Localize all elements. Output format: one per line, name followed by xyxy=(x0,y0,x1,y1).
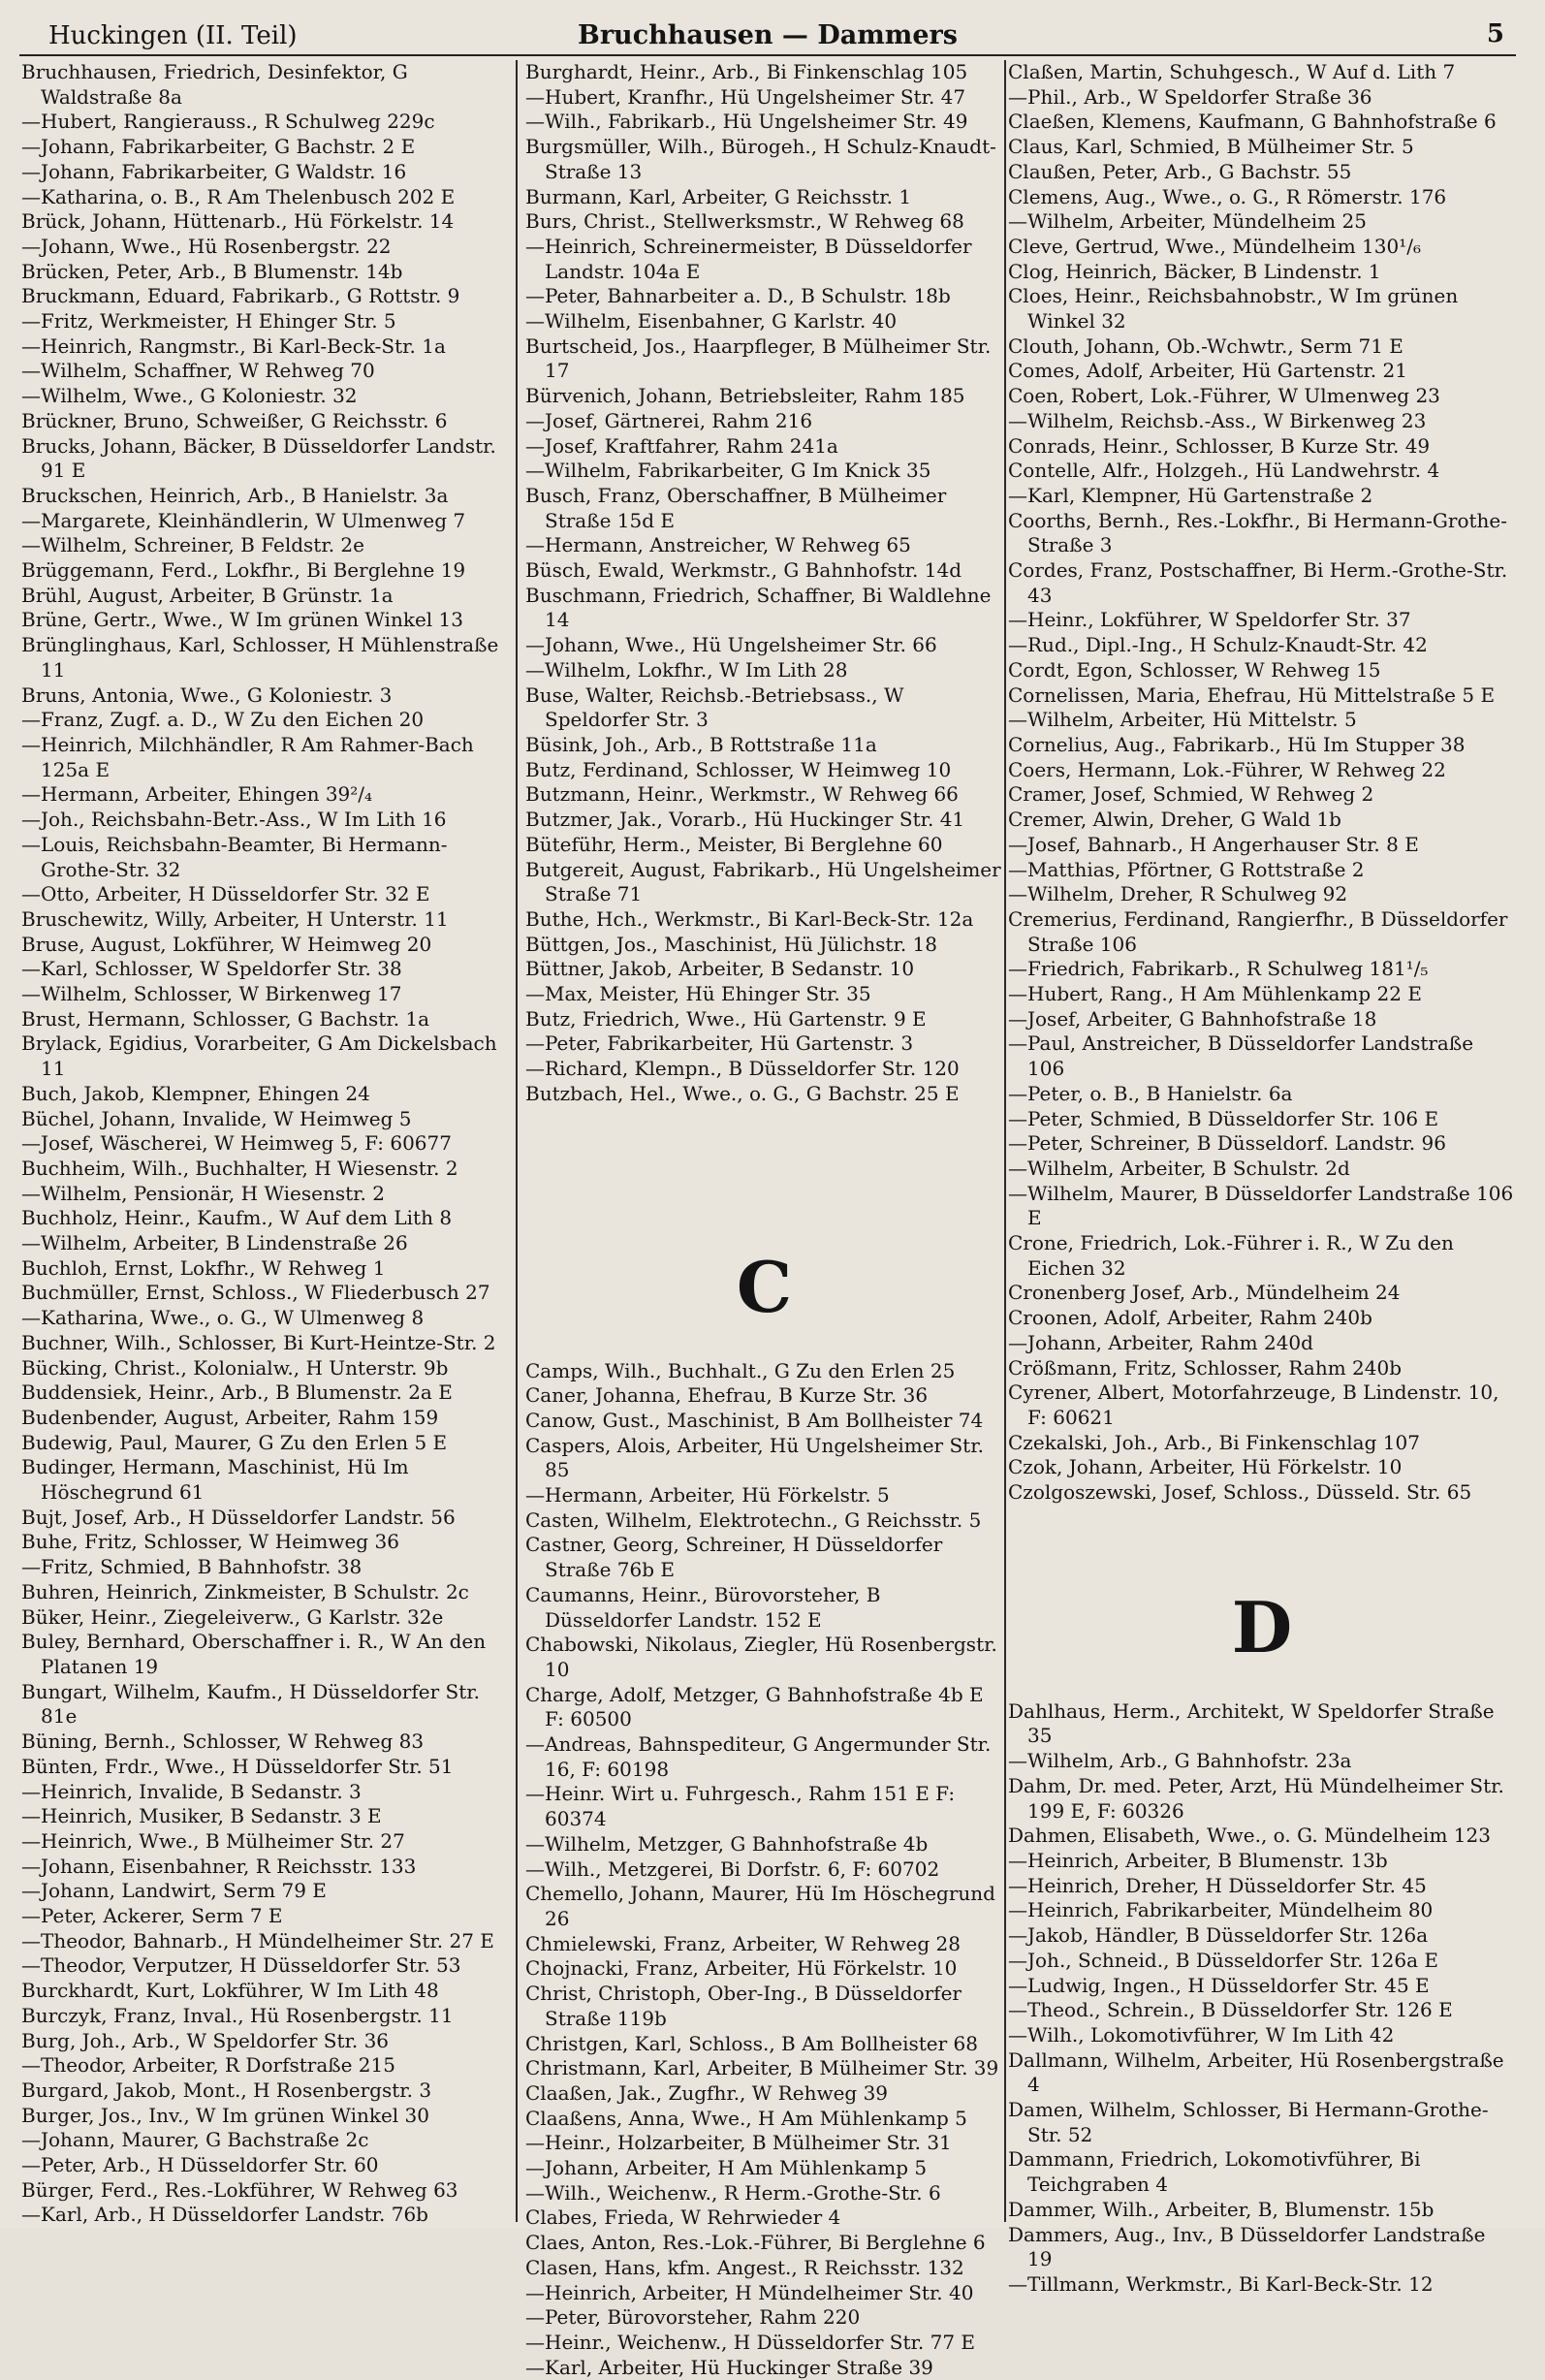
directory-entry: —Josef, Kraftfahrer, Rahm 241a xyxy=(525,433,838,458)
directory-entry: —Theodor, Arbeiter, R Dorfstraße 215 xyxy=(21,2053,395,2078)
directory-entry: Cornelissen, Maria, Ehefrau, Hü Mittelstraße 5 E xyxy=(1008,682,1496,707)
directory-entry: Brust, Hermann, Schlosser, G Bachstr. 1a xyxy=(21,1006,430,1031)
directory-entry: Claußen, Peter, Arb., G Bachstr. 55 xyxy=(1008,159,1352,183)
directory-entry: Cyrener, Albert, Motorfahrzeuge, B Lindenstr. 10, F: 60621 xyxy=(1008,1380,1499,1429)
directory-entry: Bürvenich, Johann, Betriebsleiter, Rahm 185 xyxy=(525,384,965,408)
directory-entry: —Peter, Schreiner, B Düsseldorf. Landstr. 96 xyxy=(1008,1131,1446,1156)
directory-entry: —Johann, Eisenbahner, R Reichsstr. 133 xyxy=(21,1854,417,1878)
directory-entry: Büker, Heinr., Ziegeleiverw., G Karlstr. 32e xyxy=(21,1604,444,1629)
directory-entry: Bruckschen, Heinrich, Arb., B Hanielstr. 3a xyxy=(21,483,449,507)
directory-entry: Burgsmüller, Wilh., Bürogeh., H Schulz-Knaudt-Straße 13 xyxy=(525,135,996,183)
directory-entry: Büsink, Joh., Arb., B Rottstraße 11a xyxy=(525,732,877,756)
directory-entry: —Wilhelm, Schaffner, W Rehweg 70 xyxy=(21,359,375,383)
directory-entry: Brühl, August, Arbeiter, B Grünstr. 1a xyxy=(21,583,394,607)
directory-entry: Cornelius, Aug., Fabrikarb., Hü Im Stupper 38 xyxy=(1008,732,1466,756)
directory-entry: Dahmen, Elisabeth, Wwe., o. G. Mündelheim 123 xyxy=(1008,1824,1491,1848)
directory-entry: —Peter, Schmied, B Düsseldorfer Str. 106 E xyxy=(1008,1106,1439,1130)
directory-entry: Clasen, Hans, kfm. Angest., R Reichsstr. 132 xyxy=(525,2255,964,2279)
directory-entry: Chojnacki, Franz, Arbeiter, Hü Förkelstr. 10 xyxy=(525,1956,958,1981)
directory-entry: —Josef, Arbeiter, G Bahnhofstraße 18 xyxy=(1008,1006,1377,1031)
directory-entry: —Wilhelm, Fabrikarbeiter, G Im Knick 35 xyxy=(525,459,931,483)
directory-entry: Budenbender, August, Arbeiter, Rahm 159 xyxy=(21,1405,439,1429)
directory-entry: —Wilhelm, Eisenbahner, G Karlstr. 40 xyxy=(525,309,898,333)
directory-entry: Burghardt, Heinr., Arb., Bi Finkenschlag 105 xyxy=(525,60,968,83)
directory-entry: Buley, Bernhard, Oberschaffner i. R., W An den Platanen 19 xyxy=(21,1630,487,1678)
directory-entry: —Johann, Maurer, G Bachstraße 2c xyxy=(21,2128,369,2152)
directory-entry: Chabowski, Nikolaus, Ziegler, Hü Rosenbergstr. 10 xyxy=(525,1633,997,1681)
directory-entry: —Peter, Bahnarbeiter a. D., B Schulstr. 18b xyxy=(525,284,951,308)
directory-entry: Czok, Johann, Arbeiter, Hü Förkelstr. 10 xyxy=(1008,1455,1403,1479)
column-2-c-entries xyxy=(525,1359,1003,2380)
directory-entry: —Theod., Schrein., B Düsseldorfer Str. 126 E xyxy=(1008,1998,1453,2022)
directory-entry: —Peter, Fabrikarbeiter, Hü Gartenstr. 3 xyxy=(525,1031,914,1056)
directory-entry: Cramer, Josef, Schmied, W Rehweg 2 xyxy=(1008,782,1374,807)
directory-entry: —Wilhelm, Wwe., G Koloniestr. 32 xyxy=(21,384,358,408)
directory-entry: Clouth, Johann, Ob.-Wchwtr., Serm 71 E xyxy=(1008,333,1403,358)
column-2-b-entries xyxy=(525,60,1003,1107)
directory-entry: —Andreas, Bahnspediteur, G Angermunder Str. 16, F: 60198 xyxy=(525,1732,992,1781)
directory-entry: Busch, Franz, Oberschaffner, B Mülheimer Straße 15d E xyxy=(525,483,947,532)
directory-entry: Butzbach, Hel., Wwe., o. G., G Bachstr. 25 E xyxy=(525,1081,960,1105)
directory-entry: —Karl, Schlosser, W Speldorfer Str. 38 xyxy=(21,957,402,981)
directory-entry: Bruckmann, Eduard, Fabrikarb., G Rottstr. 9 xyxy=(21,284,460,308)
directory-entry: Buhren, Heinrich, Zinkmeister, B Schulstr. 2c xyxy=(21,1579,469,1603)
directory-entry: —Hermann, Anstreicher, W Rehweg 65 xyxy=(525,533,911,557)
directory-entry: Comes, Adolf, Arbeiter, Hü Gartenstr. 21 xyxy=(1008,359,1407,383)
directory-entry: Butgereit, August, Fabrikarb., Hü Ungelsheimer Straße 71 xyxy=(525,857,1001,906)
directory-entry: —Josef, Gärtnerei, Rahm 216 xyxy=(525,408,813,432)
directory-entry: —Wilhelm, Lokfhr., W Im Lith 28 xyxy=(525,657,848,682)
directory-entry: Büchel, Johann, Invalide, W Heimweg 5 xyxy=(21,1106,412,1130)
section-letter-d: D xyxy=(1231,1585,1293,1668)
directory-entry: Burmann, Karl, Arbeiter, G Reichsstr. 1 xyxy=(525,184,912,208)
directory-entry: —Franz, Zugf. a. D., W Zu den Eichen 20 xyxy=(21,708,425,732)
directory-entry: Cleve, Gertrud, Wwe., Mündelheim 130¹/₆ xyxy=(1008,234,1421,258)
directory-entry: —Wilhelm, Schlosser, W Birkenweg 17 xyxy=(21,982,402,1006)
directory-entry: Bürger, Ferd., Res.-Lokführer, W Rehweg 63 xyxy=(21,2177,458,2202)
directory-entry: Clabes, Frieda, W Rehrwieder 4 xyxy=(525,2205,841,2230)
directory-entry: —Rud., Dipl.-Ing., H Schulz-Knaudt-Str. 42 xyxy=(1008,633,1428,657)
directory-entry: —Heinrich, Musiker, B Sedanstr. 3 E xyxy=(21,1804,382,1828)
directory-entry: Crößmann, Fritz, Schlosser, Rahm 240b xyxy=(1008,1355,1403,1380)
page-number: 5 xyxy=(1486,19,1504,48)
directory-entry: —Wilh., Weichenw., R Herm.-Grothe-Str. 6 xyxy=(525,2180,941,2205)
directory-entry: Brylack, Egidius, Vorarbeiter, G Am Dickelsbach 11 xyxy=(21,1031,497,1081)
directory-entry: Cloes, Heinr., Reichsbahnobstr., W Im grünen Winkel 32 xyxy=(1008,284,1459,333)
directory-entry: —Karl, Arb., H Düsseldorfer Landstr. 76b xyxy=(21,2203,428,2227)
directory-entry: Cremerius, Ferdinand, Rangierfhr., B Düsseldorfer Straße 106 xyxy=(1008,906,1508,956)
directory-entry: Burckhardt, Kurt, Lokführer, W Im Lith 48 xyxy=(21,1979,439,2003)
header-range: Bruchhausen — Dammers xyxy=(578,20,958,50)
directory-entry: —Hubert, Rangierauss., R Schulweg 229c xyxy=(21,110,435,134)
directory-entry: Burg, Joh., Arb., W Speldorfer Str. 36 xyxy=(21,2028,390,2052)
directory-entry: —Josef, Bahnarb., H Angerhauser Str. 8 E xyxy=(1008,832,1419,856)
directory-entry: Bungart, Wilhelm, Kaufm., H Düsseldorfer Str. 81e xyxy=(21,1679,480,1729)
directory-entry: Coers, Hermann, Lok.-Führer, W Rehweg 22 xyxy=(1008,757,1446,781)
directory-entry: —Wilh., Fabrikarb., Hü Ungelsheimer Str. 49 xyxy=(525,110,968,134)
directory-entry: Buch, Jakob, Klempner, Ehingen 24 xyxy=(21,1081,370,1105)
directory-entry: Casten, Wilhelm, Elektrotechn., G Reichsstr. 5 xyxy=(525,1507,982,1532)
directory-entry: Chmielewski, Franz, Arbeiter, W Rehweg 28 xyxy=(525,1931,961,1955)
directory-entry: —Wilhelm, Arb., G Bahnhofstr. 23a xyxy=(1008,1749,1352,1773)
directory-entry: Claaßens, Anna, Wwe., H Am Mühlenkamp 5 xyxy=(525,2106,967,2130)
directory-entry: —Heinr., Lokführer, W Speldorfer Str. 37 xyxy=(1008,608,1411,632)
directory-entry: —Josef, Wäscherei, W Heimweg 5, F: 60677 xyxy=(21,1131,452,1156)
directory-entry: —Johann, Arbeiter, Rahm 240d xyxy=(1008,1330,1313,1354)
directory-entry: —Katharina, Wwe., o. G., W Ulmenweg 8 xyxy=(21,1306,425,1330)
directory-entry: Claus, Karl, Schmied, B Mülheimer Str. 5 xyxy=(1008,135,1414,159)
directory-entry: Coen, Robert, Lok.-Führer, W Ulmenweg 23 xyxy=(1008,384,1440,408)
directory-entry: Bruns, Antonia, Wwe., G Koloniestr. 3 xyxy=(21,682,393,707)
directory-entry: Buse, Walter, Reichsb.-Betriebsass., W Speldorfer Str. 3 xyxy=(525,682,904,732)
directory-entry: Buchholz, Heinr., Kaufm., W Auf dem Lith 8 xyxy=(21,1206,453,1230)
directory-entry: —Hermann, Arbeiter, Hü Förkelstr. 5 xyxy=(525,1483,890,1507)
directory-entry: —Wilhelm, Maurer, B Düsseldorfer Landstraße 106 E xyxy=(1008,1181,1514,1230)
directory-entry: —Johann, Wwe., Hü Rosenbergstr. 22 xyxy=(21,234,392,258)
column-2 xyxy=(525,60,1003,2379)
directory-entry: Claaßen, Jak., Zugfhr., W Rehweg 39 xyxy=(525,2080,889,2105)
directory-entry: —Theodor, Bahnarb., H Mündelheimer Str. 27 E xyxy=(21,1928,494,1952)
directory-entry: Buddensiek, Heinr., Arb., B Blumenstr. 2a E xyxy=(21,1380,453,1405)
directory-entry: Butz, Ferdinand, Schlosser, W Heimweg 10 xyxy=(525,757,952,781)
directory-entry: Dammers, Aug., Inv., B Düsseldorfer Landstraße 19 xyxy=(1008,2222,1486,2271)
directory-entry: —Wilhelm, Arbeiter, B Lindenstraße 26 xyxy=(21,1231,408,1255)
column-1 xyxy=(21,60,511,2227)
directory-entry: —Heinrich, Invalide, B Sedanstr. 3 xyxy=(21,1779,362,1803)
directory-entry: —Otto, Arbeiter, H Düsseldorfer Str. 32 E xyxy=(21,882,430,906)
directory-entry: Burczyk, Franz, Inval., Hü Rosenbergstr. 11 xyxy=(21,2003,454,2027)
header-district: Huckingen (II. Teil) xyxy=(48,21,298,50)
column-divider xyxy=(1004,60,1006,2222)
directory-entry: Burtscheid, Jos., Haarpfleger, B Mülheimer Str. 17 xyxy=(525,333,992,383)
directory-entry: —Louis, Reichsbahn-Beamter, Bi Hermann-Grothe-Str. 32 xyxy=(21,832,448,881)
directory-entry: Dammer, Wilh., Arbeiter, B, Blumenstr. 15b xyxy=(1008,2197,1435,2221)
directory-entry: Brüggemann, Ferd., Lokfhr., Bi Berglehne 19 xyxy=(21,558,466,583)
directory-entry: Dahlhaus, Herm., Architekt, W Speldorfer Straße 35 xyxy=(1008,1698,1495,1748)
directory-entry: —Ludwig, Ingen., H Düsseldorfer Str. 45 E xyxy=(1008,1973,1430,1997)
directory-entry: —Heinrich, Fabrikarbeiter, Mündelheim 80 xyxy=(1008,1898,1434,1922)
column-divider xyxy=(516,60,518,2222)
directory-entry: Conrads, Heinr., Schlosser, B Kurze Str. 49 xyxy=(1008,433,1431,458)
directory-entry: —Heinrich, Rangmstr., Bi Karl-Beck-Str. 1a xyxy=(21,333,446,358)
directory-entry: Buchner, Wilh., Schlosser, Bi Kurt-Heintze-Str. 2 xyxy=(21,1330,496,1354)
directory-entry: Buschmann, Friedrich, Schaffner, Bi Waldlehne 14 xyxy=(525,583,992,632)
directory-entry: —Paul, Anstreicher, B Düsseldorfer Landstraße 106 xyxy=(1008,1031,1474,1081)
directory-entry: Caner, Johanna, Ehefrau, B Kurze Str. 36 xyxy=(525,1383,929,1408)
directory-entry: Bücking, Christ., Kolonialw., H Unterstr. 9b xyxy=(21,1355,449,1380)
directory-entry: Dammann, Friedrich, Lokomotivführer, Bi Teichgraben 4 xyxy=(1008,2147,1421,2197)
directory-entry: Christgen, Karl, Schloss., B Am Bollheister 68 xyxy=(525,2031,979,2055)
directory-entry: Brünglinghaus, Karl, Schlosser, H Mühlenstraße 11 xyxy=(21,633,499,682)
directory-entry: —Theodor, Verputzer, H Düsseldorfer Str. 53 xyxy=(21,1953,461,1978)
directory-entry: —Karl, Klempner, Hü Gartenstraße 2 xyxy=(1008,483,1373,507)
directory-entry: Camps, Wilh., Buchhalt., G Zu den Erlen 25 xyxy=(525,1358,956,1382)
directory-entry: —Wilhelm, Arbeiter, Mündelheim 25 xyxy=(1008,209,1367,234)
directory-entry: —Wilhelm, Arbeiter, B Schulstr. 2d xyxy=(1008,1156,1350,1180)
directory-entry: Brüne, Gertr., Wwe., W Im grünen Winkel 13 xyxy=(21,608,463,632)
directory-entry: —Joh., Reichsbahn-Betr.-Ass., W Im Lith 16 xyxy=(21,808,447,832)
directory-entry: Chemello, Johann, Maurer, Hü Im Höschegrund 26 xyxy=(525,1882,995,1930)
directory-entry: Brucks, Johann, Bäcker, B Düsseldorfer Landstr. 91 E xyxy=(21,433,496,483)
directory-entry: Budewig, Paul, Maurer, G Zu den Erlen 5 E xyxy=(21,1430,448,1454)
directory-entry: —Phil., Arb., W Speldorfer Straße 36 xyxy=(1008,84,1372,109)
directory-entry: Butz, Friedrich, Wwe., Hü Gartenstr. 9 E xyxy=(525,1006,927,1031)
directory-entry: Czekalski, Joh., Arb., Bi Finkenschlag 107 xyxy=(1008,1430,1420,1454)
directory-entry: Christmann, Karl, Arbeiter, B Mülheimer Str. 39 xyxy=(525,2056,999,2080)
directory-entry: —Johann, Landwirt, Serm 79 E xyxy=(21,1879,327,1903)
directory-entry: —Wilh., Lokomotivführer, W Im Lith 42 xyxy=(1008,2022,1395,2047)
directory-entry: Burs, Christ., Stellwerksmstr., W Rehweg 68 xyxy=(525,209,964,234)
directory-entry: Budinger, Hermann, Maschinist, Hü Im Höschegrund 61 xyxy=(21,1455,409,1505)
directory-entry: —Margarete, Kleinhändlerin, W Ulmenweg 7 xyxy=(21,508,466,532)
directory-entry: Coorths, Bernh., Res.-Lokfhr., Bi Hermann-Grothe-Straße 3 xyxy=(1008,508,1507,557)
directory-entry: Büttner, Jakob, Arbeiter, B Sedanstr. 10 xyxy=(525,957,915,981)
directory-entry: —Heinr. Wirt u. Fuhrgesch., Rahm 151 E F: 60374 xyxy=(525,1782,956,1831)
directory-entry: Brücken, Peter, Arb., B Blumenstr. 14b xyxy=(21,259,403,283)
directory-entry: Claes, Anton, Res.-Lok.-Führer, Bi Berglehne 6 xyxy=(525,2231,986,2255)
directory-entry: Bujt, Josef, Arb., H Düsseldorfer Landstr. 56 xyxy=(21,1505,456,1529)
directory-entry: Christ, Christoph, Ober-Ing., B Düsseldorfer Straße 119b xyxy=(525,1982,962,2030)
directory-entry: —Heinr., Weichenw., H Düsseldorfer Str. 77 E xyxy=(525,2330,976,2354)
directory-entry: Bruschewitz, Willy, Arbeiter, H Unterstr. 11 xyxy=(21,906,449,931)
column-3 xyxy=(1008,60,1516,2296)
directory-entry: Cordt, Egon, Schlosser, W Rehweg 15 xyxy=(1008,657,1381,682)
column-3-d-entries xyxy=(1008,1699,1516,2298)
directory-entry: Clemens, Aug., Wwe., o. G., R Römerstr. 176 xyxy=(1008,184,1447,208)
directory-entry: —Heinrich, Arbeiter, B Blumenstr. 13b xyxy=(1008,1849,1388,1872)
directory-entry: —Fritz, Werkmeister, H Ehinger Str. 5 xyxy=(21,309,396,333)
directory-entry: Cremer, Alwin, Dreher, G Wald 1b xyxy=(1008,808,1341,832)
directory-entry: —Wilhelm, Schreiner, B Feldstr. 2e xyxy=(21,533,364,557)
directory-entry: —Hubert, Kranfhr., Hü Ungelsheimer Str. 47 xyxy=(525,84,966,109)
directory-entry: —Heinrich, Schreinermeister, B Düsseldorfer Landstr. 104a E xyxy=(525,234,972,283)
directory-entry: —Wilhelm, Reichsb.-Ass., W Birkenweg 23 xyxy=(1008,408,1427,432)
directory-entry: —Peter, Bürovorsteher, Rahm 220 xyxy=(525,2305,861,2330)
directory-entry: Brück, Johann, Hüttenarb., Hü Förkelstr. 14 xyxy=(21,209,455,234)
directory-entry: Dallmann, Wilhelm, Arbeiter, Hü Rosenbergstraße 4 xyxy=(1008,2047,1504,2097)
directory-entry: —Jakob, Händler, B Düsseldorfer Str. 126a xyxy=(1008,1923,1429,1948)
directory-entry: Buchmüller, Ernst, Schloss., W Fliederbusch 27 xyxy=(21,1281,490,1305)
directory-entry: Butzmer, Jak., Vorarb., Hü Huckinger Str. 41 xyxy=(525,808,965,832)
column-3-c-entries xyxy=(1008,60,1516,1506)
directory-entry: —Johann, Wwe., Hü Ungelsheimer Str. 66 xyxy=(525,633,937,657)
directory-entry: —Wilhelm, Metzger, G Bahnhofstraße 4b xyxy=(525,1831,929,1856)
directory-entry: —Richard, Klempn., B Düsseldorfer Str. 120 xyxy=(525,1057,960,1081)
directory-entry: Bruchhausen, Friedrich, Desinfektor, G Waldstraße 8a xyxy=(21,60,408,109)
section-letter-c: C xyxy=(736,1245,793,1328)
directory-entry: Burger, Jos., Inv., W Im grünen Winkel 30 xyxy=(21,2103,430,2127)
directory-entry: Cronenberg Josef, Arb., Mündelheim 24 xyxy=(1008,1281,1401,1305)
directory-entry: Crone, Friedrich, Lok.-Führer i. R., W Zu den Eichen 32 xyxy=(1008,1231,1454,1280)
directory-entry: —Hubert, Rang., H Am Mühlenkamp 22 E xyxy=(1008,982,1422,1006)
directory-entry: —Johann, Fabrikarbeiter, G Bachstr. 2 E xyxy=(21,135,416,159)
directory-entry: Buchloh, Ernst, Lokfhr., W Rehweg 1 xyxy=(21,1255,386,1280)
directory-entry: —Karl, Arbeiter, Hü Huckinger Straße 39 xyxy=(525,2355,933,2379)
directory-entry: Croonen, Adolf, Arbeiter, Rahm 240b xyxy=(1008,1306,1372,1330)
directory-entry: —Friedrich, Fabrikarb., R Schulweg 181¹/₅ xyxy=(1008,957,1429,981)
directory-entry: Damen, Wilhelm, Schlosser, Bi Hermann-Grothe-Str. 52 xyxy=(1008,2098,1489,2146)
page-header xyxy=(19,17,1516,56)
directory-entry: Contelle, Alfr., Holzgeh., Hü Landwehrstr. 4 xyxy=(1008,459,1440,483)
directory-entry: Büteführ, Herm., Meister, Bi Berglehne 60 xyxy=(525,832,943,856)
directory-entry: Cordes, Franz, Postschaffner, Bi Herm.-Grothe-Str. 43 xyxy=(1008,558,1508,607)
directory-entry: Buchheim, Wilh., Buchhalter, H Wiesenstr. 2 xyxy=(21,1156,458,1180)
directory-entry: —Hermann, Arbeiter, Ehingen 39²/₄ xyxy=(21,782,373,807)
directory-entry: Dahm, Dr. med. Peter, Arzt, Hü Mündelheimer Str. 199 E, F: 60326 xyxy=(1008,1773,1504,1823)
directory-entry: Büning, Bernh., Schlosser, W Rehweg 83 xyxy=(21,1729,425,1754)
directory-entry: —Wilhelm, Pensionär, H Wiesenstr. 2 xyxy=(21,1181,385,1205)
directory-entry: Bünten, Frdr., Wwe., H Düsseldorfer Str. 51 xyxy=(21,1754,454,1778)
directory-entry: —Katharina, o. B., R Am Thelenbusch 202 E xyxy=(21,184,456,208)
directory-entry: Caspers, Alois, Arbeiter, Hü Ungelsheimer Str. 85 xyxy=(525,1433,984,1482)
directory-entry: —Wilhelm, Dreher, R Schulweg 92 xyxy=(1008,882,1348,906)
directory-entry: Butzmann, Heinr., Werkmstr., W Rehweg 66 xyxy=(525,782,959,807)
directory-entry: —Heinrich, Dreher, H Düsseldorfer Str. 45 xyxy=(1008,1873,1427,1897)
directory-entry: Charge, Adolf, Metzger, G Bahnhofstraße 4b E F: 60500 xyxy=(525,1682,984,1731)
directory-entry: —Fritz, Schmied, B Bahnhofstr. 38 xyxy=(21,1555,363,1579)
directory-entry: —Heinr., Holzarbeiter, B Mülheimer Str. 31 xyxy=(525,2131,952,2155)
directory-entry: —Tillmann, Werkmstr., Bi Karl-Beck-Str. 12 xyxy=(1008,2271,1434,2296)
directory-entry: Clog, Heinrich, Bäcker, B Lindenstr. 1 xyxy=(1008,259,1381,283)
directory-entry: Büttgen, Jos., Maschinist, Hü Jülichstr. 18 xyxy=(525,932,937,956)
directory-entry: Claßen, Martin, Schuhgesch., W Auf d. Lith 7 xyxy=(1008,60,1456,83)
directory-entry: —Heinrich, Wwe., B Mülheimer Str. 27 xyxy=(21,1828,405,1853)
directory-entry: Czolgoszewski, Josef, Schloss., Düsseld. Str. 65 xyxy=(1008,1480,1472,1505)
directory-entry: —Max, Meister, Hü Ehinger Str. 35 xyxy=(525,982,871,1006)
directory-entry: Caumanns, Heinr., Bürovorsteher, B Düsseldorfer Landstr. 152 E xyxy=(525,1582,881,1632)
directory-entry: —Matthias, Pförtner, G Rottstraße 2 xyxy=(1008,857,1365,881)
directory-entry: Canow, Gust., Maschinist, B Am Bollheister 74 xyxy=(525,1408,984,1432)
directory-entry: —Heinrich, Milchhändler, R Am Rahmer-Bach 125a E xyxy=(21,732,474,781)
directory-entry: —Peter, Ackerer, Serm 7 E xyxy=(21,1904,283,1928)
directory-entry: Buhe, Fritz, Schlosser, W Heimweg 36 xyxy=(21,1530,399,1554)
directory-entry: Bruse, August, Lokführer, W Heimweg 20 xyxy=(21,932,432,956)
directory-entry: —Heinrich, Arbeiter, H Mündelheimer Str. 40 xyxy=(525,2280,974,2304)
directory-entry: Burgard, Jakob, Mont., H Rosenbergstr. 3 xyxy=(21,2078,432,2102)
directory-entry: —Wilhelm, Arbeiter, Hü Mittelstr. 5 xyxy=(1008,708,1357,732)
directory-entry: —Johann, Arbeiter, H Am Mühlenkamp 5 xyxy=(525,2156,928,2180)
directory-entry: —Johann, Fabrikarbeiter, G Waldstr. 16 xyxy=(21,159,407,183)
directory-entry: —Joh., Schneid., B Düsseldorfer Str. 126a E xyxy=(1008,1948,1438,1972)
directory-entry: —Wilh., Metzgerei, Bi Dorfstr. 6, F: 60702 xyxy=(525,1856,940,1881)
directory-entry: —Peter, Arb., H Düsseldorfer Str. 60 xyxy=(21,2153,379,2177)
directory-entry: Claeßen, Klemens, Kaufmann, G Bahnhofstraße 6 xyxy=(1008,110,1497,134)
directory-entry: Castner, Georg, Schreiner, H Düsseldorfer Straße 76b E xyxy=(525,1533,943,1582)
directory-entry: Brückner, Bruno, Schweißer, G Reichsstr. 6 xyxy=(21,408,448,432)
directory-entry: Büsch, Ewald, Werkmstr., G Bahnhofstr. 14d xyxy=(525,558,962,583)
directory-entry: —Peter, o. B., B Hanielstr. 6a xyxy=(1008,1081,1293,1105)
directory-entry: Buthe, Hch., Werkmstr., Bi Karl-Beck-Str. 12a xyxy=(525,906,974,931)
